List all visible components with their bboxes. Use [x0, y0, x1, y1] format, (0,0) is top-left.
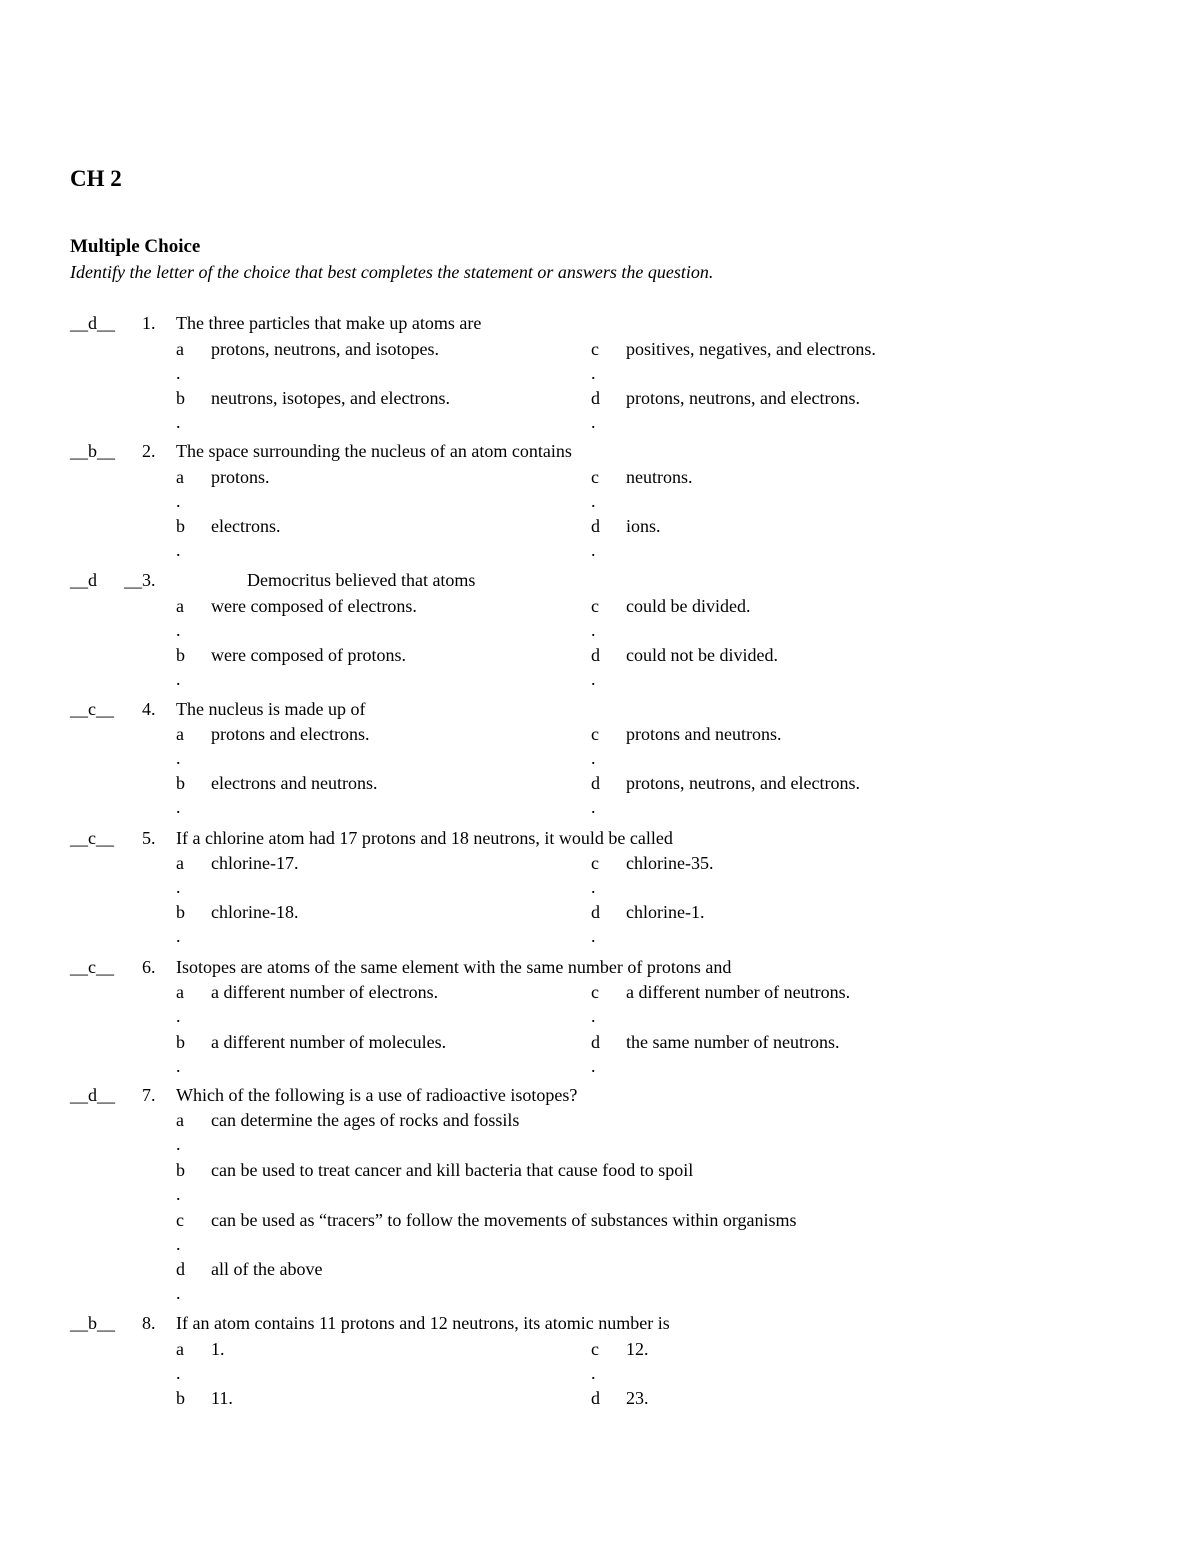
answer-blank: __b__ — [70, 441, 115, 461]
option-dot: . — [176, 491, 181, 511]
option-letter: a — [176, 982, 184, 1002]
option-text: 11. — [211, 1388, 233, 1408]
option-text: 23. — [626, 1388, 649, 1408]
option-letter: c — [591, 1339, 599, 1359]
option-text: neutrons. — [626, 467, 693, 487]
option-text: can determine the ages of rocks and fossils — [211, 1110, 520, 1130]
option-letter: c — [176, 1210, 184, 1230]
answer-blank: __b__ — [70, 1313, 115, 1333]
option-dot: . — [176, 363, 181, 383]
answer-blank: __d __ — [70, 570, 142, 590]
option-letter: d — [591, 388, 600, 408]
option-dot: . — [176, 926, 181, 946]
option-letter: d — [591, 773, 600, 793]
question-number: 7. — [142, 1085, 156, 1105]
section-title: Multiple Choice — [70, 236, 201, 257]
question-stem: Democritus believed that atoms — [247, 570, 476, 590]
option-letter: d — [591, 1388, 600, 1408]
question-number: 5. — [142, 828, 156, 848]
option-text: 12. — [626, 1339, 649, 1359]
option-letter: c — [591, 596, 599, 616]
question-number: 2. — [142, 441, 156, 461]
page-title: CH 2 — [70, 166, 122, 191]
option-dot: . — [591, 620, 596, 640]
option-letter: d — [176, 1259, 185, 1279]
option-dot: . — [176, 1056, 181, 1076]
option-letter: a — [176, 853, 184, 873]
option-letter: b — [176, 773, 185, 793]
option-text: protons and electrons. — [211, 724, 370, 744]
option-dot: . — [176, 1006, 181, 1026]
option-text: were composed of electrons. — [211, 596, 417, 616]
option-letter: b — [176, 516, 185, 536]
question-number: 3. — [142, 570, 156, 590]
option-letter: a — [176, 467, 184, 487]
option-text: all of the above — [211, 1259, 323, 1279]
option-text: electrons. — [211, 516, 281, 536]
question-number: 4. — [142, 699, 156, 719]
option-dot: . — [591, 748, 596, 768]
option-dot: . — [591, 797, 596, 817]
option-text: electrons and neutrons. — [211, 773, 378, 793]
option-text: protons, neutrons, and isotopes. — [211, 339, 439, 359]
option-letter: d — [591, 1032, 600, 1052]
question-stem: The nucleus is made up of — [176, 699, 366, 719]
answer-blank: __d__ — [70, 313, 115, 333]
question-stem: Isotopes are atoms of the same element with the same number of protons and — [176, 957, 732, 977]
option-dot: . — [591, 491, 596, 511]
option-text: chlorine-18. — [211, 902, 299, 922]
option-dot: . — [176, 1283, 181, 1303]
option-dot: . — [591, 540, 596, 560]
option-dot: . — [176, 540, 181, 560]
option-dot: . — [176, 620, 181, 640]
option-dot: . — [176, 797, 181, 817]
option-letter: b — [176, 1388, 185, 1408]
option-letter: b — [176, 645, 185, 665]
option-text: protons and neutrons. — [626, 724, 782, 744]
option-text: positives, negatives, and electrons. — [626, 339, 876, 359]
option-dot: . — [591, 1006, 596, 1026]
option-letter: c — [591, 339, 599, 359]
option-text: 1. — [211, 1339, 225, 1359]
option-dot: . — [176, 669, 181, 689]
answer-blank: __c__ — [70, 699, 114, 719]
option-letter: d — [591, 902, 600, 922]
option-text: protons. — [211, 467, 270, 487]
option-dot: . — [176, 877, 181, 897]
option-text: a different number of neutrons. — [626, 982, 851, 1002]
option-text: protons, neutrons, and electrons. — [626, 773, 860, 793]
section-instructions: Identify the letter of the choice that best completes the statement or answers the question. — [70, 262, 714, 282]
option-text: chlorine-1. — [626, 902, 705, 922]
option-dot: . — [591, 363, 596, 383]
option-text: chlorine-17. — [211, 853, 299, 873]
option-text: chlorine-35. — [626, 853, 714, 873]
option-letter: d — [591, 516, 600, 536]
option-letter: a — [176, 724, 184, 744]
option-text: can be used as “tracers” to follow the movements of substances within organisms — [211, 1210, 797, 1230]
option-letter: b — [176, 1160, 185, 1180]
option-text: could not be divided. — [626, 645, 778, 665]
option-letter: c — [591, 982, 599, 1002]
option-text: ions. — [626, 516, 661, 536]
option-letter: a — [176, 1339, 184, 1359]
answer-blank: __c__ — [70, 828, 114, 848]
option-dot: . — [591, 412, 596, 432]
option-text: a different number of molecules. — [211, 1032, 447, 1052]
option-dot: . — [176, 1363, 181, 1383]
option-letter: d — [591, 645, 600, 665]
option-dot: . — [591, 1056, 596, 1076]
option-dot: . — [591, 877, 596, 897]
option-letter: b — [176, 1032, 185, 1052]
option-text: neutrons, isotopes, and electrons. — [211, 388, 450, 408]
question-stem: Which of the following is a use of radioactive isotopes? — [176, 1085, 578, 1105]
answer-blank: __d__ — [70, 1085, 115, 1105]
option-letter: a — [176, 596, 184, 616]
question-number: 6. — [142, 957, 156, 977]
option-dot: . — [176, 1184, 181, 1204]
option-text: the same number of neutrons. — [626, 1032, 840, 1052]
option-letter: b — [176, 388, 185, 408]
option-text: could be divided. — [626, 596, 751, 616]
option-text: can be used to treat cancer and kill bacteria that cause food to spoil — [211, 1160, 694, 1180]
option-dot: . — [176, 1234, 181, 1254]
option-dot: . — [176, 412, 181, 432]
question-stem: The space surrounding the nucleus of an atom contains — [176, 441, 572, 461]
option-letter: a — [176, 339, 184, 359]
answer-blank: __c__ — [70, 957, 114, 977]
option-letter: b — [176, 902, 185, 922]
option-letter: c — [591, 724, 599, 744]
option-dot: . — [176, 1134, 181, 1154]
option-letter: a — [176, 1110, 184, 1130]
option-text: a different number of electrons. — [211, 982, 439, 1002]
option-dot: . — [591, 1363, 596, 1383]
option-dot: . — [591, 926, 596, 946]
question-number: 1. — [142, 313, 156, 333]
option-text: were composed of protons. — [211, 645, 406, 665]
option-dot: . — [176, 748, 181, 768]
question-stem: The three particles that make up atoms are — [176, 313, 482, 333]
option-letter: c — [591, 467, 599, 487]
option-text: protons, neutrons, and electrons. — [626, 388, 860, 408]
question-stem: If an atom contains 11 protons and 12 neutrons, its atomic number is — [176, 1313, 670, 1333]
question-number: 8. — [142, 1313, 156, 1333]
option-letter: c — [591, 853, 599, 873]
option-dot: . — [591, 669, 596, 689]
question-stem: If a chlorine atom had 17 protons and 18 neutrons, it would be called — [176, 828, 673, 848]
